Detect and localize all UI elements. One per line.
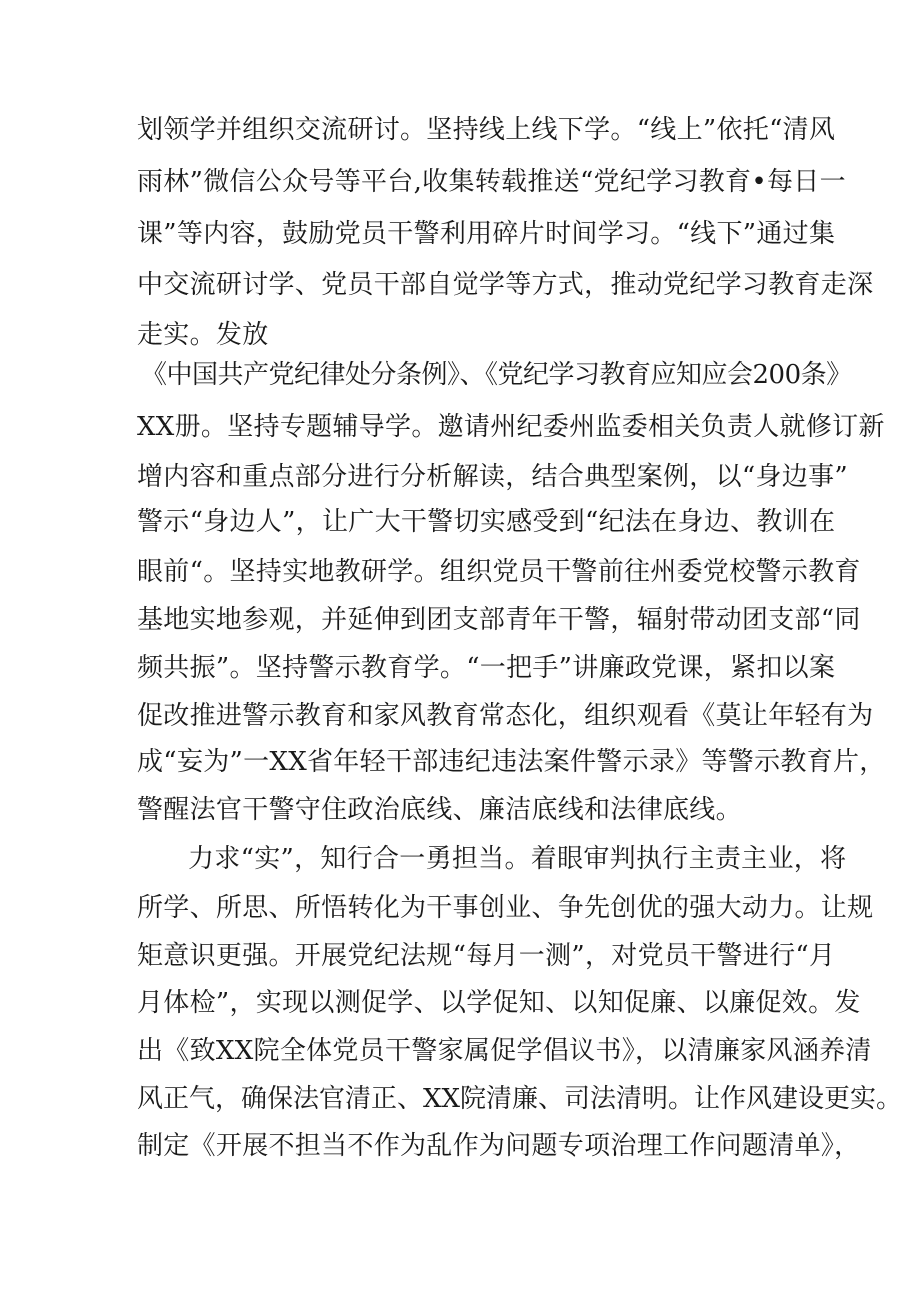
text-line-2: 雨林”微信公众号等平台,收集转载推送“党纪学习教育•每日一	[137, 167, 846, 197]
text-line-11: 基地实地参观，并延伸到团支部青年干警，辐射带动团支部“同	[137, 605, 861, 635]
text-line-10: 眼前“。坚持实地教研学。组织党员干警前往州委党校警示教育	[137, 557, 861, 587]
text-line-13: 促改推进警示教育和家风教育常态化，组织观看《莫让年轻有为	[137, 701, 874, 731]
text-line-12: 频共振”。坚持警示教育学。“一把手”讲廉政党课，紧扣以案	[137, 653, 836, 683]
text-line-21: 风正气，确保法官清正、XX院清廉、司法清明。让作风建设更实。	[137, 1084, 903, 1114]
text-line-3: 课”等内容，鼓励党员干警利用碎片时间学习。“线下”通过集	[137, 219, 836, 249]
text-line-17: 所学、所思、所悟转化为干事创业、争先创优的强大动力。让规	[137, 893, 874, 923]
text-line-15: 警醒法官干警守住政治底线、廉洁底线和法律底线。	[137, 795, 742, 825]
text-line-4: 中交流研讨学、党员干部自觉学等方式，推动党纪学习教育走深	[137, 270, 874, 300]
text-line-7: XX册。坚持专题辅导学。邀请州纪委州监委相关负责人就修订新	[137, 412, 885, 442]
text-line-14: 成“妄为”一XX省年轻干部违纪违法案件警示录》等警示教育片，	[137, 747, 886, 777]
text-line-20: 出《致XX院全体党员干警家属促学倡议书》，以清廉家风涵养清	[137, 1036, 872, 1066]
text-line-22: 制定《开展不担当不作为乱作为问题专项治理工作问题清单》，	[137, 1131, 861, 1161]
text-line-8: 增内容和重点部分进行分析解读，结合典型案例，以“身边事”	[137, 462, 848, 492]
text-line-19: 月体检”，实现以测促学、以学促知、以知促廉、以廉促效。发	[137, 988, 861, 1018]
text-line-1: 划领学并组织交流研讨。坚持线上线下学。“线上”依托“清风	[137, 115, 836, 145]
paragraph-2-first-line: 力求“实”，知行合一勇担当。着眼审判执行主责主业，将	[188, 844, 847, 874]
text-line-5: 走实。发放	[137, 320, 269, 350]
text-line-18: 矩意识更强。开展党纪法规“每月一测”，对党员干警进行“月	[137, 941, 836, 971]
text-line-6: 《中国共产党纪律处分条例》、《党纪学习教育应知应会200条》	[141, 360, 852, 390]
text-line-9: 警示“身边人”，让广大干警切实感受到“纪法在身边、教训在	[137, 507, 836, 537]
